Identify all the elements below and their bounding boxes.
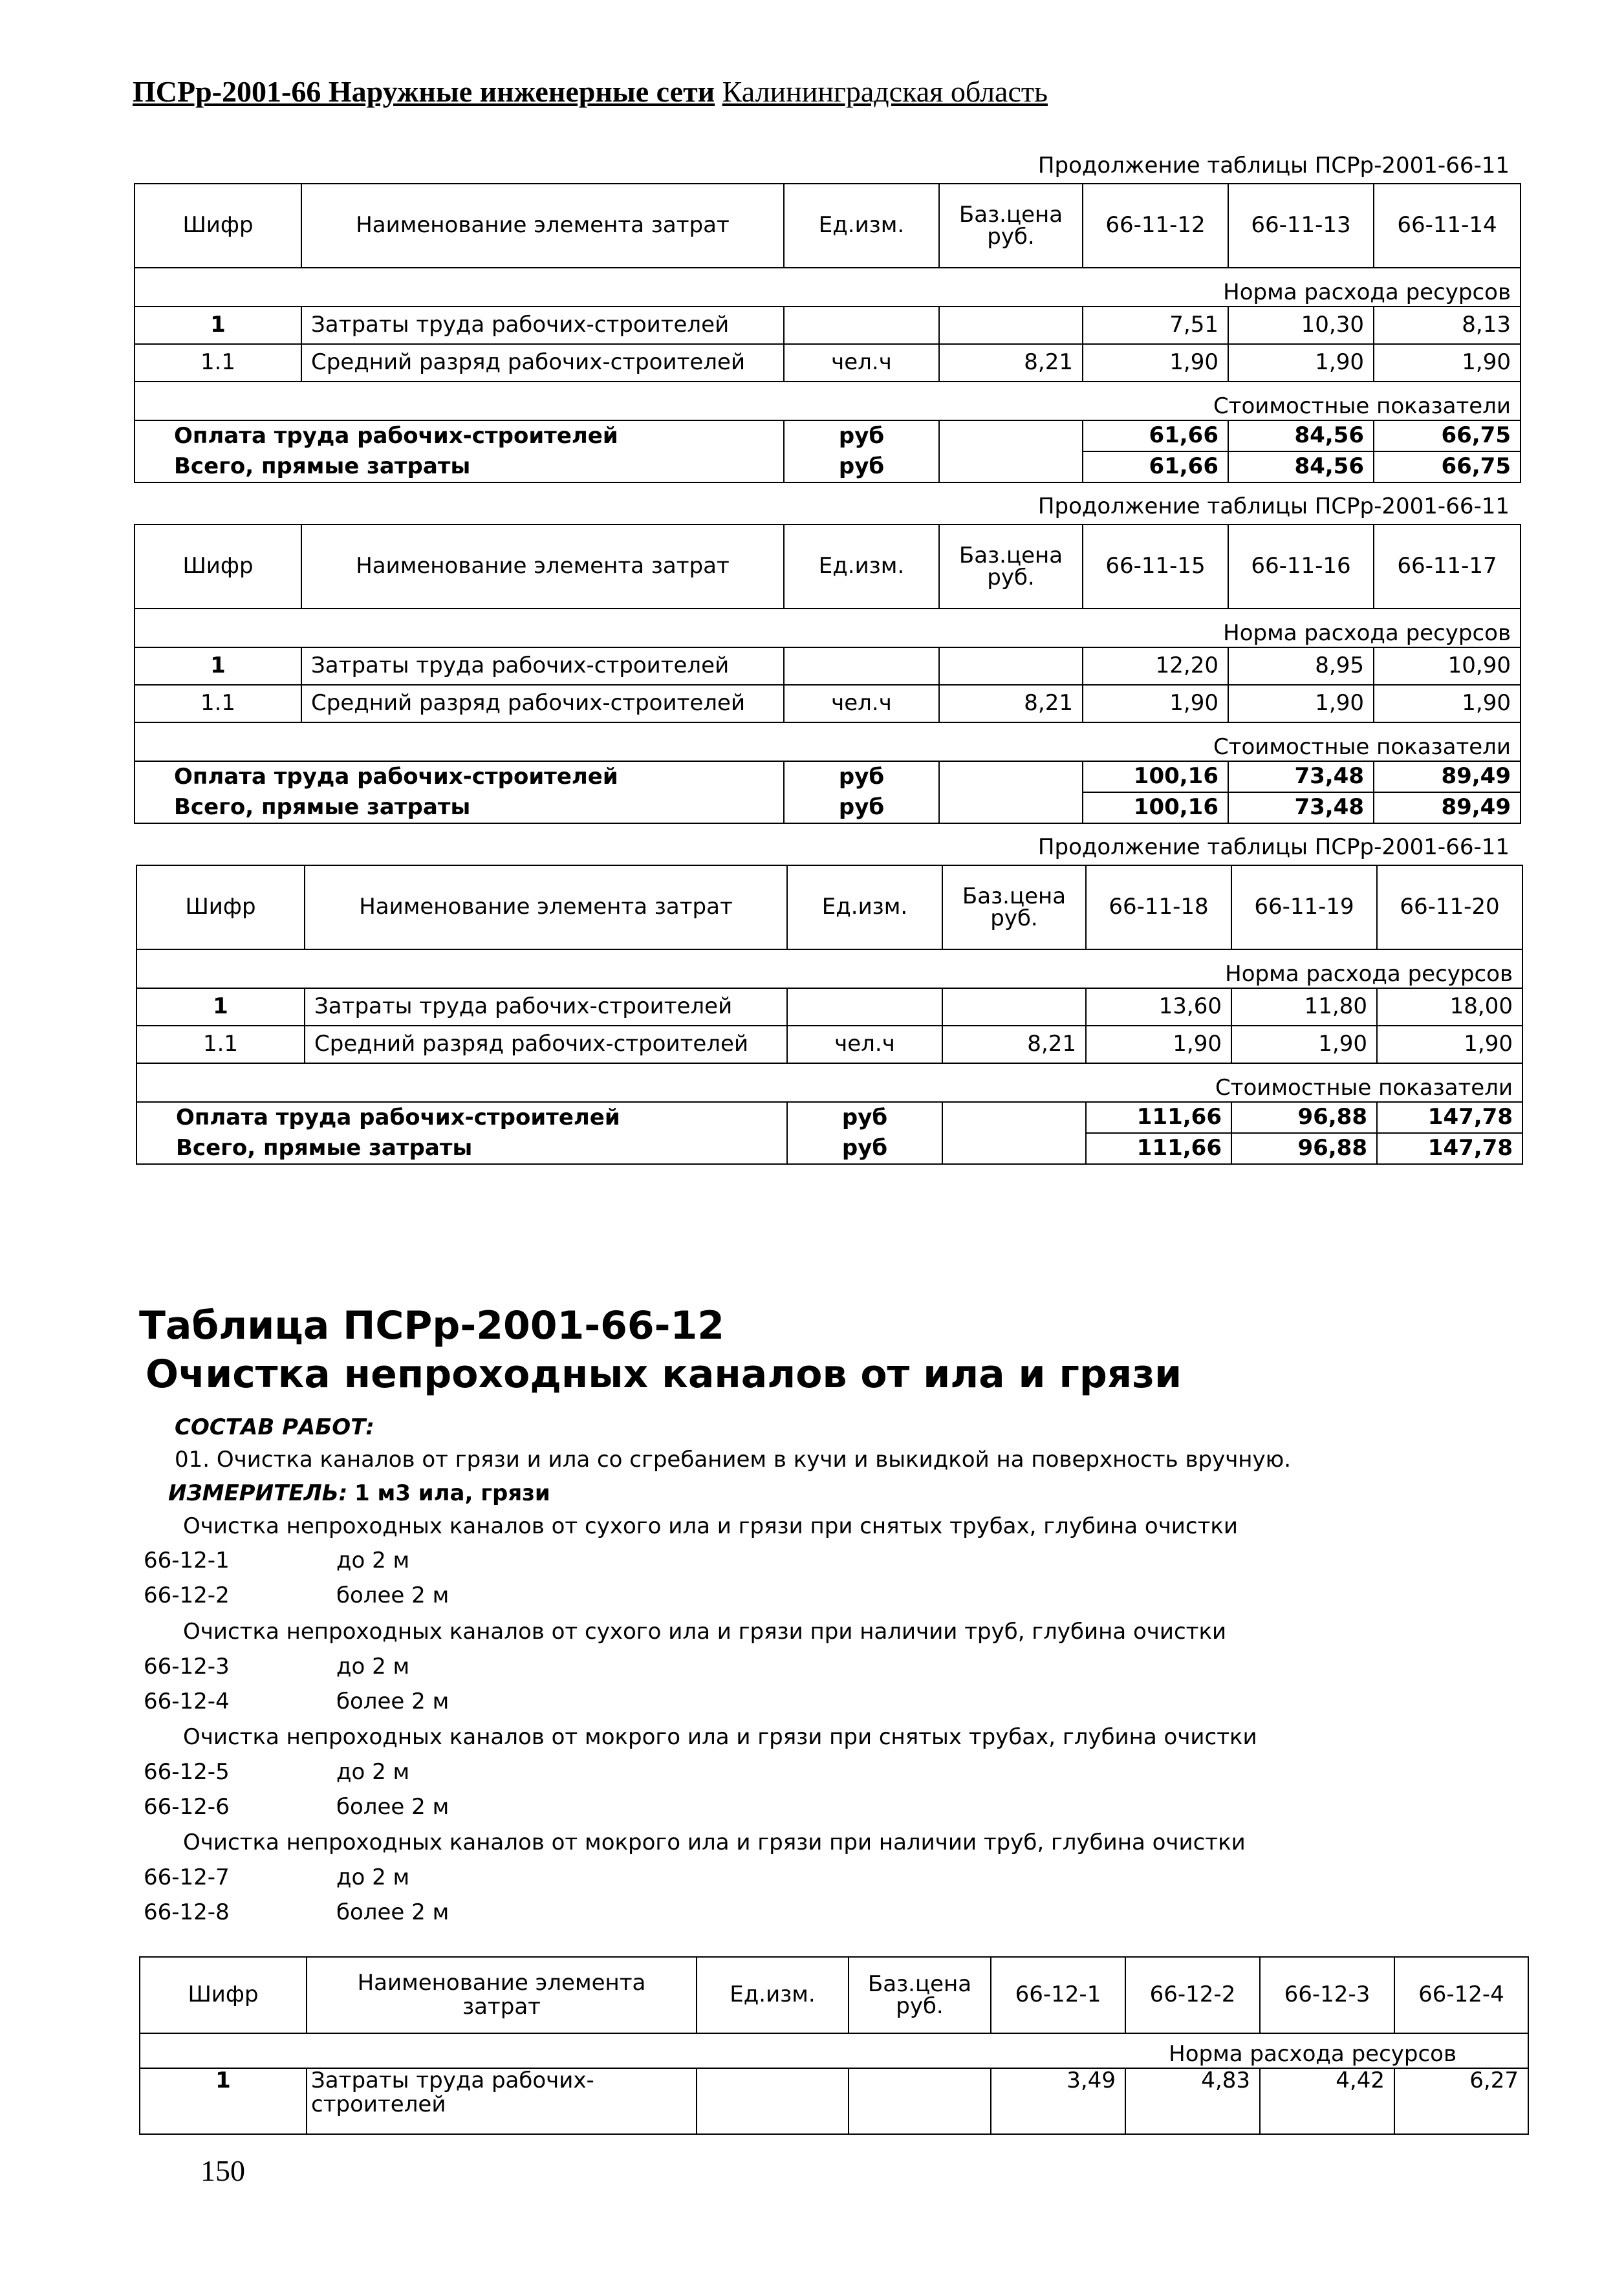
col-header-code-1: 66-11-18	[1086, 865, 1231, 949]
item-depth: более 2 м	[336, 1689, 449, 1714]
row-price	[939, 307, 1083, 344]
section-cost: Стоимостные показатели	[136, 1063, 1522, 1102]
col-header-code: Шифр	[135, 524, 301, 609]
row-name-line-1: Затраты труда рабочих-	[311, 2068, 594, 2093]
col-header-code: Шифр	[136, 865, 305, 949]
col-header-price: Баз.цена руб.	[849, 1957, 991, 2033]
labor-value: 4,42	[1260, 2068, 1394, 2134]
row-unit: чел.ч	[784, 344, 939, 382]
total-value: 111,66	[1086, 1133, 1231, 1164]
pay-price	[939, 420, 1083, 451]
total-value: 73,48	[1228, 792, 1374, 823]
row-name: Средний разряд рабочих-строителей	[305, 1026, 787, 1063]
pay-value: 100,16	[1083, 761, 1228, 792]
page-number: 150	[200, 2154, 245, 2187]
pay-unit: руб	[784, 761, 939, 792]
item-depth: до 2 м	[336, 1864, 410, 1890]
total-price	[939, 451, 1083, 482]
continuation-label-2: Продолжение таблицы ПСРр-2001-66-11	[1037, 493, 1510, 519]
group-heading: Очистка непроходных каналов от мокрого ила и грязи при снятых трубах, глубина очистки	[183, 1724, 1257, 1750]
total-value: 147,78	[1377, 1133, 1522, 1164]
works-item: 01. Очистка каналов от грязи и ила со сгребанием в кучи и выкидкой на поверхность вручную.	[175, 1447, 1292, 1473]
row-code: 1	[140, 2068, 307, 2134]
labor-value: 18,00	[1377, 988, 1522, 1026]
group-heading: Очистка непроходных каналов от сухого ила и грязи при наличии труб, глубина очистки	[183, 1619, 1227, 1645]
labor-value: 7,51	[1083, 307, 1228, 344]
row-name: Затраты труда рабочих-строителей	[301, 307, 784, 344]
labor-value: 10,30	[1228, 307, 1374, 344]
grade-value: 1,90	[1228, 344, 1374, 382]
row-code: 1.1	[135, 685, 301, 722]
col-header-code-2: 66-11-13	[1228, 184, 1374, 268]
row-unit	[787, 988, 942, 1026]
row-price	[849, 2068, 991, 2134]
total-value: 100,16	[1083, 792, 1228, 823]
row-price	[939, 647, 1083, 685]
row-code: 1.1	[135, 344, 301, 382]
pay-value: 84,56	[1228, 420, 1374, 451]
resource-table-2	[134, 524, 1521, 824]
col-header-price: Баз.цена руб.	[939, 184, 1083, 268]
pay-value: 147,78	[1377, 1102, 1522, 1133]
total-value: 89,49	[1374, 792, 1521, 823]
row-code: 1	[135, 307, 301, 344]
total-unit: руб	[787, 1133, 942, 1164]
group-heading: Очистка непроходных каналов от мокрого ила и грязи при наличии труб, глубина очистки	[183, 1830, 1246, 1855]
total-price	[939, 792, 1083, 823]
grade-value: 1,90	[1231, 1026, 1377, 1063]
item-code: 66-12-8	[144, 1899, 230, 1925]
col-header-code-3: 66-11-14	[1374, 184, 1521, 268]
col-header-price: Баз.цена руб.	[942, 865, 1086, 949]
col-header-unit: Ед.изм.	[784, 184, 939, 268]
col-header-name: Наименование элемента затрат	[301, 524, 784, 609]
labor-value: 6,27	[1394, 2068, 1528, 2134]
row-name: Затраты труда рабочих-строителей	[301, 647, 784, 685]
meter-line	[168, 1480, 550, 1506]
section-norm: Норма расхода ресурсов	[135, 268, 1521, 307]
total-unit: руб	[784, 451, 939, 482]
labor-value: 3,49	[991, 2068, 1125, 2134]
page-header	[133, 74, 1048, 109]
resource-table-4	[139, 1956, 1529, 2135]
row-price: 8,21	[939, 685, 1083, 722]
row-price: 8,21	[942, 1026, 1086, 1063]
row-name: Средний разряд рабочих-строителей	[301, 685, 784, 722]
row-unit	[784, 647, 939, 685]
pay-price	[939, 761, 1083, 792]
item-code: 66-12-4	[144, 1689, 230, 1714]
item-code: 66-12-3	[144, 1654, 230, 1680]
total-unit: руб	[784, 792, 939, 823]
grade-value: 1,90	[1374, 344, 1521, 382]
total-price	[942, 1133, 1086, 1164]
row-code: 1	[136, 988, 305, 1026]
header-region: Калининградская область	[722, 75, 1048, 108]
item-code: 66-12-6	[144, 1794, 230, 1820]
total-value: 84,56	[1228, 451, 1374, 482]
col-header-price: Баз.цена руб.	[939, 524, 1083, 609]
item-depth: до 2 м	[336, 1759, 410, 1785]
grade-value: 1,90	[1228, 685, 1374, 722]
pay-label: Оплата труда рабочих-строителей	[135, 420, 784, 451]
pay-unit: руб	[787, 1102, 942, 1133]
item-depth: более 2 м	[336, 1582, 449, 1608]
labor-value: 13,60	[1086, 988, 1231, 1026]
total-value: 96,88	[1231, 1133, 1377, 1164]
col-header-code-2: 66-12-2	[1125, 1957, 1260, 2033]
pay-value: 96,88	[1231, 1102, 1377, 1133]
col-header-unit: Ед.изм.	[697, 1957, 849, 2033]
item-depth: до 2 м	[336, 1548, 410, 1573]
section-norm: Норма расхода ресурсов	[140, 2033, 1528, 2068]
pay-label: Оплата труда рабочих-строителей	[136, 1102, 787, 1133]
col-header-code-3: 66-12-3	[1260, 1957, 1394, 2033]
section-title-table: Таблица ПСРр-2001-66-12	[139, 1303, 725, 1348]
row-name	[307, 2068, 697, 2134]
pay-value: 111,66	[1086, 1102, 1231, 1133]
row-name: Средний разряд рабочих-строителей	[301, 344, 784, 382]
col-header-code-2: 66-11-16	[1228, 524, 1374, 609]
section-title-name: Очистка непроходных каналов от ила и грязи	[146, 1352, 1182, 1397]
item-depth: более 2 м	[336, 1794, 449, 1820]
section-norm: Норма расхода ресурсов	[135, 609, 1521, 647]
meter-label: ИЗМЕРИТЕЛЬ:	[168, 1480, 348, 1506]
section-cost: Стоимостные показатели	[135, 722, 1521, 761]
labor-value: 8,95	[1228, 647, 1374, 685]
col-header-name: Наименование элемента затрат	[307, 1957, 697, 2033]
grade-value: 1,90	[1377, 1026, 1522, 1063]
section-norm: Норма расхода ресурсов	[136, 949, 1522, 988]
total-value: 61,66	[1083, 451, 1228, 482]
pay-value: 61,66	[1083, 420, 1228, 451]
pay-unit: руб	[784, 420, 939, 451]
resource-table-3	[136, 865, 1523, 1165]
continuation-label-1: Продолжение таблицы ПСРр-2001-66-11	[1037, 153, 1510, 178]
col-header-code-3: 66-11-20	[1377, 865, 1522, 949]
row-name: Затраты труда рабочих-строителей	[305, 988, 787, 1026]
grade-value: 1,90	[1374, 685, 1521, 722]
item-code: 66-12-1	[144, 1548, 230, 1573]
labor-value: 4,83	[1125, 2068, 1260, 2134]
pay-value: 89,49	[1374, 761, 1521, 792]
col-header-code-1: 66-11-12	[1083, 184, 1228, 268]
row-unit: чел.ч	[784, 685, 939, 722]
row-price	[942, 988, 1086, 1026]
row-unit	[784, 307, 939, 344]
row-unit: чел.ч	[787, 1026, 942, 1063]
col-header-unit: Ед.изм.	[784, 524, 939, 609]
col-header-unit: Ед.изм.	[787, 865, 942, 949]
pay-value: 66,75	[1374, 420, 1521, 451]
row-code: 1.1	[136, 1026, 305, 1063]
resource-table-1	[134, 183, 1521, 483]
col-header-code-4: 66-12-4	[1394, 1957, 1528, 2033]
group-heading: Очистка непроходных каналов от сухого ила и грязи при снятых трубах, глубина очистки	[183, 1513, 1239, 1539]
item-depth: более 2 м	[336, 1899, 449, 1925]
labor-value: 10,90	[1374, 647, 1521, 685]
header-code-title: ПСРр-2001-66 Наружные инженерные сети	[133, 75, 715, 108]
labor-value: 11,80	[1231, 988, 1377, 1026]
works-label: СОСТАВ РАБОТ:	[175, 1414, 374, 1440]
col-header-code-1: 66-11-15	[1083, 524, 1228, 609]
labor-value: 12,20	[1083, 647, 1228, 685]
pay-price	[942, 1102, 1086, 1133]
col-header-name: Наименование элемента затрат	[305, 865, 787, 949]
col-header-name: Наименование элемента затрат	[301, 184, 784, 268]
pay-value: 73,48	[1228, 761, 1374, 792]
section-cost: Стоимостные показатели	[135, 382, 1521, 420]
labor-value: 8,13	[1374, 307, 1521, 344]
total-label: Всего, прямые затраты	[135, 451, 784, 482]
grade-value: 1,90	[1083, 685, 1228, 722]
col-header-code-3: 66-11-17	[1374, 524, 1521, 609]
continuation-label-3: Продолжение таблицы ПСРр-2001-66-11	[1037, 834, 1510, 860]
col-header-code: Шифр	[140, 1957, 307, 2033]
row-unit	[697, 2068, 849, 2134]
row-name-line-2: строителей	[311, 2091, 446, 2118]
total-value: 66,75	[1374, 451, 1521, 482]
total-label: Всего, прямые затраты	[136, 1133, 787, 1164]
item-code: 66-12-2	[144, 1582, 230, 1608]
total-label: Всего, прямые затраты	[135, 792, 784, 823]
pay-label: Оплата труда рабочих-строителей	[135, 761, 784, 792]
item-code: 66-12-5	[144, 1759, 230, 1785]
col-header-code-1: 66-12-1	[991, 1957, 1125, 2033]
col-header-code-2: 66-11-19	[1231, 865, 1377, 949]
col-header-code: Шифр	[135, 184, 301, 268]
grade-value: 1,90	[1086, 1026, 1231, 1063]
grade-value: 1,90	[1083, 344, 1228, 382]
row-code: 1	[135, 647, 301, 685]
row-price: 8,21	[939, 344, 1083, 382]
item-code: 66-12-7	[144, 1864, 230, 1890]
meter-value: 1 м3 ила, грязи	[354, 1480, 550, 1506]
item-depth: до 2 м	[336, 1654, 410, 1680]
